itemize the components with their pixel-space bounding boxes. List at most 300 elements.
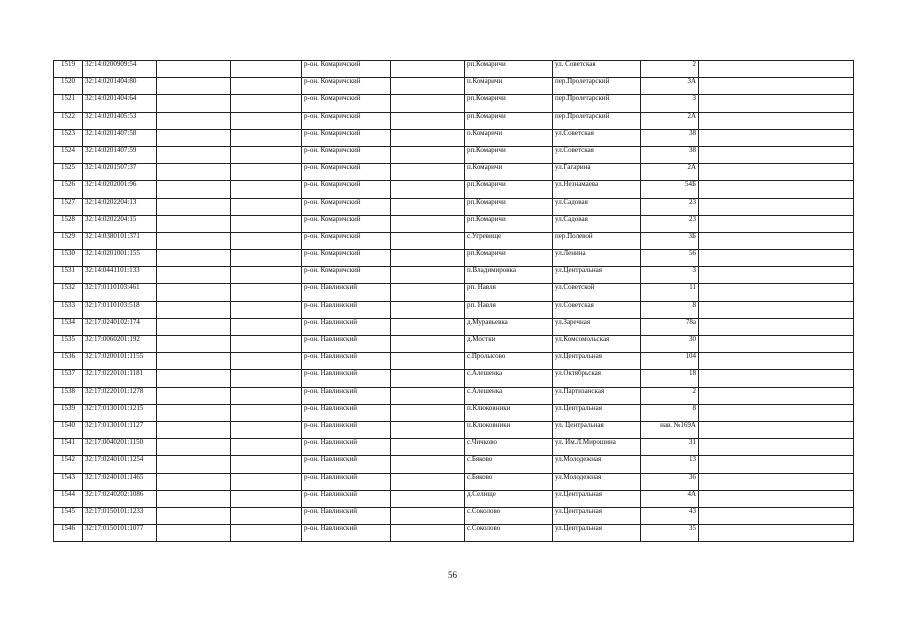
district-cell: р-он. Навлинский xyxy=(302,490,391,507)
cadastral-number: 32:14:0201404:80 xyxy=(83,78,157,95)
house-number-cell: 3 xyxy=(641,95,699,112)
empty-cell xyxy=(391,250,465,267)
row-number: 1536 xyxy=(54,353,83,370)
empty-cell xyxy=(699,370,854,387)
empty-cell xyxy=(699,181,854,198)
row-number: 1521 xyxy=(54,95,83,112)
table-row xyxy=(54,490,854,507)
empty-cell xyxy=(391,146,465,163)
house-number-cell: 18 xyxy=(641,370,699,387)
cadastral-number: 32:14:0201507:37 xyxy=(83,164,157,181)
empty-cell xyxy=(699,284,854,301)
empty-cell xyxy=(157,181,231,198)
empty-cell xyxy=(699,404,854,421)
table-row xyxy=(54,215,854,232)
table-row xyxy=(54,78,854,95)
table-row xyxy=(54,387,854,404)
district-cell: р-он. Навлинский xyxy=(302,404,391,421)
district-cell: р-он. Комаричский xyxy=(302,95,391,112)
street-cell: ул.Незнамаева xyxy=(553,181,641,198)
empty-cell xyxy=(699,267,854,284)
street-cell: ул.Центральная xyxy=(553,267,641,284)
table-row xyxy=(54,61,854,78)
empty-cell xyxy=(231,267,302,284)
cadastral-number: 32:17:0150101:1233 xyxy=(83,507,157,524)
cadastral-number: 32:14:0201407:59 xyxy=(83,146,157,163)
district-cell: р-он. Комаричский xyxy=(302,112,391,129)
cadastral-number: 32:14:0202204:15 xyxy=(83,215,157,232)
empty-cell xyxy=(699,421,854,438)
table-row xyxy=(54,507,854,524)
row-number: 1545 xyxy=(54,507,83,524)
empty-cell xyxy=(157,198,231,215)
empty-cell xyxy=(391,456,465,473)
district-cell: р-он. Комаричский xyxy=(302,61,391,78)
district-cell: р-он. Навлинский xyxy=(302,473,391,490)
cadastral-number: 32:17:0220101:1278 xyxy=(83,387,157,404)
street-cell: ул.Центральная xyxy=(553,490,641,507)
cadastral-number: 32:17:0150101:1077 xyxy=(83,525,157,542)
district-cell: р-он. Навлинский xyxy=(302,370,391,387)
locality-cell: рп.Комаричи xyxy=(465,95,553,112)
empty-cell xyxy=(231,129,302,146)
table-row xyxy=(54,181,854,198)
empty-cell xyxy=(391,232,465,249)
district-cell: р-он. Комаричский xyxy=(302,250,391,267)
district-cell: р-он. Навлинский xyxy=(302,439,391,456)
empty-cell xyxy=(231,198,302,215)
empty-cell xyxy=(391,353,465,370)
empty-cell xyxy=(391,404,465,421)
empty-cell xyxy=(231,525,302,542)
empty-cell xyxy=(699,525,854,542)
empty-cell xyxy=(231,387,302,404)
empty-cell xyxy=(231,146,302,163)
cadastral-number: 32:14:0380101:371 xyxy=(83,232,157,249)
empty-cell xyxy=(231,95,302,112)
empty-cell xyxy=(231,232,302,249)
cadastral-number: 32:17:0040201:1150 xyxy=(83,439,157,456)
cadastral-number: 32:17:0110103:461 xyxy=(83,284,157,301)
table-row xyxy=(54,318,854,335)
house-number-cell: 35 xyxy=(641,525,699,542)
district-cell: р-он. Комаричский xyxy=(302,198,391,215)
table-row xyxy=(54,473,854,490)
house-number-cell: 8 xyxy=(641,301,699,318)
house-number-cell: нав. №169А xyxy=(641,421,699,438)
locality-cell: рп.Комаричи xyxy=(465,181,553,198)
street-cell: ул.Центральная xyxy=(553,353,641,370)
empty-cell xyxy=(699,112,854,129)
cadastral-number: 32:14:0201001:155 xyxy=(83,250,157,267)
district-cell: р-он. Навлинский xyxy=(302,301,391,318)
empty-cell xyxy=(231,404,302,421)
row-number: 1529 xyxy=(54,232,83,249)
house-number-cell: 23 xyxy=(641,198,699,215)
street-cell: ул.Центральная xyxy=(553,525,641,542)
locality-cell: рп.Комаричи xyxy=(465,198,553,215)
locality-cell: рп.Комаричи xyxy=(465,250,553,267)
empty-cell xyxy=(231,78,302,95)
empty-cell xyxy=(157,146,231,163)
locality-cell: с.Угревище xyxy=(465,232,553,249)
row-number: 1520 xyxy=(54,78,83,95)
street-cell: ул.Центральная xyxy=(553,507,641,524)
house-number-cell: 23 xyxy=(641,215,699,232)
row-number: 1534 xyxy=(54,318,83,335)
table-row xyxy=(54,129,854,146)
district-cell: р-он. Навлинский xyxy=(302,353,391,370)
table-row xyxy=(54,250,854,267)
empty-cell xyxy=(699,507,854,524)
locality-cell: п.Владимировка xyxy=(465,267,553,284)
empty-cell xyxy=(391,267,465,284)
empty-cell xyxy=(699,336,854,353)
locality-cell: с.Алешенка xyxy=(465,387,553,404)
empty-cell xyxy=(157,112,231,129)
district-cell: р-он. Навлинский xyxy=(302,507,391,524)
street-cell: ул.Советская xyxy=(553,301,641,318)
cadastral-number: 32:14:0441101:133 xyxy=(83,267,157,284)
empty-cell xyxy=(699,250,854,267)
empty-cell xyxy=(391,507,465,524)
locality-cell: п.Комаричи xyxy=(465,78,553,95)
house-number-cell: 2А xyxy=(641,112,699,129)
property-registry-table xyxy=(53,60,854,542)
street-cell: ул.Садовая xyxy=(553,215,641,232)
table-row xyxy=(54,284,854,301)
empty-cell xyxy=(157,421,231,438)
house-number-cell: 78а xyxy=(641,318,699,335)
empty-cell xyxy=(699,353,854,370)
empty-cell xyxy=(699,387,854,404)
table-row xyxy=(54,95,854,112)
district-cell: р-он. Комаричский xyxy=(302,215,391,232)
table-row xyxy=(54,336,854,353)
empty-cell xyxy=(391,421,465,438)
empty-cell xyxy=(391,336,465,353)
cadastral-number: 32:17:0240202:1086 xyxy=(83,490,157,507)
empty-cell xyxy=(391,473,465,490)
row-number: 1528 xyxy=(54,215,83,232)
empty-cell xyxy=(157,215,231,232)
empty-cell xyxy=(391,387,465,404)
empty-cell xyxy=(157,490,231,507)
cadastral-number: 32:17:0240101:1254 xyxy=(83,456,157,473)
row-number: 1543 xyxy=(54,473,83,490)
cadastral-number: 32:14:0201405:53 xyxy=(83,112,157,129)
empty-cell xyxy=(699,164,854,181)
street-cell: ул.Ленина xyxy=(553,250,641,267)
locality-cell: рп.Комаричи xyxy=(465,112,553,129)
locality-cell: с.Соколово xyxy=(465,525,553,542)
empty-cell xyxy=(157,301,231,318)
page-number: 56 xyxy=(448,570,457,580)
row-number: 1525 xyxy=(54,164,83,181)
locality-cell: д.Муравьевка xyxy=(465,318,553,335)
row-number: 1530 xyxy=(54,250,83,267)
table-row xyxy=(54,198,854,215)
empty-cell xyxy=(157,507,231,524)
locality-cell: с.Чичково xyxy=(465,439,553,456)
locality-cell: п.Клюковники xyxy=(465,404,553,421)
empty-cell xyxy=(391,78,465,95)
house-number-cell: 3 xyxy=(641,267,699,284)
empty-cell xyxy=(231,181,302,198)
empty-cell xyxy=(699,198,854,215)
empty-cell xyxy=(699,129,854,146)
empty-cell xyxy=(157,232,231,249)
empty-cell xyxy=(699,318,854,335)
street-cell: ул.Октябрьская xyxy=(553,370,641,387)
street-cell: ул. Им.Л.Мирошина xyxy=(553,439,641,456)
row-number: 1522 xyxy=(54,112,83,129)
empty-cell xyxy=(231,250,302,267)
empty-cell xyxy=(157,353,231,370)
row-number: 1544 xyxy=(54,490,83,507)
cadastral-number: 32:17:0240101:1465 xyxy=(83,473,157,490)
street-cell: ул. Центральная xyxy=(553,421,641,438)
empty-cell xyxy=(391,95,465,112)
table-row xyxy=(54,146,854,163)
cadastral-number: 32:14:0201407:58 xyxy=(83,129,157,146)
locality-cell: д.Селище xyxy=(465,490,553,507)
row-number: 1533 xyxy=(54,301,83,318)
locality-cell: с.Соколово xyxy=(465,507,553,524)
cadastral-number: 32:17:0130101:1215 xyxy=(83,404,157,421)
empty-cell xyxy=(231,473,302,490)
locality-cell: с.Бяково xyxy=(465,473,553,490)
empty-cell xyxy=(391,198,465,215)
locality-cell: рп. Навля xyxy=(465,301,553,318)
house-number-cell: 2А xyxy=(641,164,699,181)
empty-cell xyxy=(157,439,231,456)
locality-cell: рп.Комаричи xyxy=(465,215,553,232)
empty-cell xyxy=(391,318,465,335)
house-number-cell: 13 xyxy=(641,456,699,473)
house-number-cell: 104 xyxy=(641,353,699,370)
street-cell: ул.Гагарина xyxy=(553,164,641,181)
empty-cell xyxy=(231,439,302,456)
cadastral-number: 32:17:0200101:1155 xyxy=(83,353,157,370)
house-number-cell: 38 xyxy=(641,129,699,146)
district-cell: р-он. Навлинский xyxy=(302,456,391,473)
empty-cell xyxy=(157,473,231,490)
street-cell: ул.Советская xyxy=(553,129,641,146)
district-cell: р-он. Комаричский xyxy=(302,267,391,284)
row-number: 1546 xyxy=(54,525,83,542)
empty-cell xyxy=(157,78,231,95)
empty-cell xyxy=(699,456,854,473)
locality-cell: д.Мостки xyxy=(465,336,553,353)
locality-cell: п.Комаричи xyxy=(465,129,553,146)
empty-cell xyxy=(391,284,465,301)
empty-cell xyxy=(391,439,465,456)
empty-cell xyxy=(231,353,302,370)
district-cell: р-он. Навлинский xyxy=(302,318,391,335)
district-cell: р-он. Навлинский xyxy=(302,525,391,542)
house-number-cell: 38 xyxy=(641,146,699,163)
empty-cell xyxy=(231,507,302,524)
empty-cell xyxy=(157,164,231,181)
street-cell: ул.Партизанская xyxy=(553,387,641,404)
empty-cell xyxy=(699,232,854,249)
district-cell: р-он. Комаричский xyxy=(302,78,391,95)
empty-cell xyxy=(699,490,854,507)
house-number-cell: 54Б xyxy=(641,181,699,198)
house-number-cell: 4А xyxy=(641,490,699,507)
district-cell: р-он. Комаричский xyxy=(302,129,391,146)
district-cell: р-он. Навлинский xyxy=(302,421,391,438)
empty-cell xyxy=(231,284,302,301)
house-number-cell: 3А xyxy=(641,78,699,95)
locality-cell: рп.Комаричи xyxy=(465,146,553,163)
row-number: 1532 xyxy=(54,284,83,301)
row-number: 1538 xyxy=(54,387,83,404)
district-cell: р-он. Комаричский xyxy=(302,164,391,181)
street-cell: ул.Садовая xyxy=(553,198,641,215)
street-cell: ул.Молодежная xyxy=(553,456,641,473)
row-number: 1539 xyxy=(54,404,83,421)
street-cell: ул.Советской xyxy=(553,284,641,301)
table-row xyxy=(54,267,854,284)
empty-cell xyxy=(157,61,231,78)
district-cell: р-он. Комаричский xyxy=(302,181,391,198)
street-cell: ул.Советская xyxy=(553,146,641,163)
locality-cell: п.Комаричи xyxy=(465,164,553,181)
empty-cell xyxy=(231,421,302,438)
empty-cell xyxy=(157,370,231,387)
empty-cell xyxy=(699,78,854,95)
street-cell: ул.Молодежная xyxy=(553,473,641,490)
table-row xyxy=(54,439,854,456)
table-row xyxy=(54,164,854,181)
table-row xyxy=(54,370,854,387)
empty-cell xyxy=(699,301,854,318)
house-number-cell: 2 xyxy=(641,387,699,404)
district-cell: р-он. Навлинский xyxy=(302,284,391,301)
empty-cell xyxy=(699,473,854,490)
house-number-cell: 11 xyxy=(641,284,699,301)
empty-cell xyxy=(157,404,231,421)
empty-cell xyxy=(157,318,231,335)
empty-cell xyxy=(231,164,302,181)
row-number: 1542 xyxy=(54,456,83,473)
street-cell: ул.Комсомольская xyxy=(553,336,641,353)
row-number: 1524 xyxy=(54,146,83,163)
empty-cell xyxy=(699,215,854,232)
empty-cell xyxy=(391,61,465,78)
empty-cell xyxy=(391,370,465,387)
house-number-cell: 30 xyxy=(641,336,699,353)
empty-cell xyxy=(231,61,302,78)
table-row xyxy=(54,404,854,421)
row-number: 1540 xyxy=(54,421,83,438)
cadastral-number: 32:17:0240102:174 xyxy=(83,318,157,335)
empty-cell xyxy=(231,370,302,387)
empty-cell xyxy=(699,439,854,456)
empty-cell xyxy=(231,336,302,353)
row-number: 1527 xyxy=(54,198,83,215)
district-cell: р-он. Навлинский xyxy=(302,336,391,353)
empty-cell xyxy=(157,267,231,284)
cadastral-number: 32:17:0130101:1127 xyxy=(83,421,157,438)
empty-cell xyxy=(391,164,465,181)
empty-cell xyxy=(391,129,465,146)
empty-cell xyxy=(391,215,465,232)
table-row xyxy=(54,301,854,318)
street-cell: ул.Заречная xyxy=(553,318,641,335)
empty-cell xyxy=(157,284,231,301)
empty-cell xyxy=(231,456,302,473)
district-cell: р-он. Навлинский xyxy=(302,387,391,404)
house-number-cell: 36 xyxy=(641,473,699,490)
empty-cell xyxy=(391,490,465,507)
street-cell: пер.Пролетарский xyxy=(553,78,641,95)
empty-cell xyxy=(699,95,854,112)
empty-cell xyxy=(391,525,465,542)
locality-cell: с.Бяково xyxy=(465,456,553,473)
house-number-cell: 43 xyxy=(641,507,699,524)
row-number: 1523 xyxy=(54,129,83,146)
empty-cell xyxy=(231,215,302,232)
table-row xyxy=(54,421,854,438)
locality-cell: п.Клюковники xyxy=(465,421,553,438)
empty-cell xyxy=(157,95,231,112)
empty-cell xyxy=(157,456,231,473)
house-number-cell: 56 xyxy=(641,250,699,267)
table-row xyxy=(54,353,854,370)
empty-cell xyxy=(157,387,231,404)
table-body xyxy=(54,61,854,542)
table-row xyxy=(54,232,854,249)
empty-cell xyxy=(699,146,854,163)
cadastral-number: 32:14:0201404:64 xyxy=(83,95,157,112)
row-number: 1519 xyxy=(54,61,83,78)
row-number: 1535 xyxy=(54,336,83,353)
district-cell: р-он. Комаричский xyxy=(302,232,391,249)
empty-cell xyxy=(157,129,231,146)
table-row xyxy=(54,525,854,542)
locality-cell: рп. Навля xyxy=(465,284,553,301)
empty-cell xyxy=(231,112,302,129)
street-cell: ул.Центральная xyxy=(553,404,641,421)
locality-cell: с.Алешенка xyxy=(465,370,553,387)
cadastral-number: 32:14:0202001:96 xyxy=(83,181,157,198)
cadastral-number: 32:17:0110103:518 xyxy=(83,301,157,318)
cadastral-number: 32:14:0202204:13 xyxy=(83,198,157,215)
cadastral-number: 32:17:0220101:1181 xyxy=(83,370,157,387)
locality-cell: рп.Комаричи xyxy=(465,61,553,78)
row-number: 1537 xyxy=(54,370,83,387)
cadastral-number: 32:17:0060201:192 xyxy=(83,336,157,353)
street-cell: пер.Пролетарский xyxy=(553,112,641,129)
empty-cell xyxy=(699,61,854,78)
locality-cell: с.Пролысово xyxy=(465,353,553,370)
empty-cell xyxy=(157,525,231,542)
street-cell: ул. Советская xyxy=(553,61,641,78)
house-number-cell: 2 xyxy=(641,61,699,78)
empty-cell xyxy=(391,301,465,318)
house-number-cell: 3Б xyxy=(641,232,699,249)
street-cell: пер.Полевой xyxy=(553,232,641,249)
empty-cell xyxy=(231,301,302,318)
district-cell: р-он. Комаричский xyxy=(302,146,391,163)
house-number-cell: 31 xyxy=(641,439,699,456)
table-row xyxy=(54,456,854,473)
empty-cell xyxy=(391,181,465,198)
row-number: 1526 xyxy=(54,181,83,198)
